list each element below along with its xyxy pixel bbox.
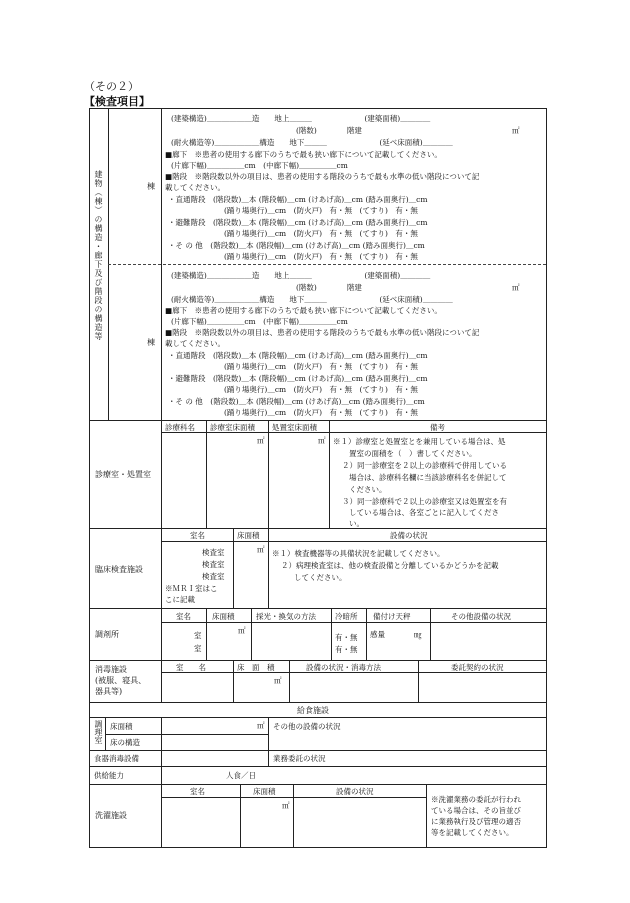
meal-other-label: その他の設備の状況: [273, 722, 341, 731]
sqm-unit: ㎡: [257, 545, 265, 554]
building-line-3: (耐火構造等)＿＿＿＿＿＿構造 地下＿＿＿ (延べ床面積)＿＿＿＿: [171, 295, 453, 304]
cook-room-label: 調理室: [94, 720, 103, 744]
stair-row-a: ・そ の 他 (階段数)＿本 (階段幅)＿cm (けあげ高)＿cm (踏み面奥行)＿cm: [168, 241, 425, 250]
dispensary-header: 採光・換気の方法: [256, 612, 316, 621]
stair-row-a: ・直通階段 (階段数)＿本 (階段幅)＿cm (けあげ高)＿cm (踏み面奥行)＿cm: [168, 195, 428, 204]
dispensary-header: 室名: [176, 612, 191, 621]
lab-note: ２）病理検査室は、他の検査設備と分離しているかどうかを記載: [281, 561, 499, 570]
page-title: 【検査項目】: [84, 95, 150, 108]
sqm-unit: ㎡: [318, 436, 326, 445]
stairs-note-2: 載してください。: [165, 183, 225, 192]
lab-room: 検査室: [202, 572, 225, 581]
lab-header: 設備の状況: [390, 531, 428, 540]
laundry-header: 室名: [190, 787, 205, 796]
stair-row-b: (踊り場奥行)＿cm (防火戸) 有・無 (てすり) 有・無: [224, 408, 418, 417]
laundry-label: 洗濯施設: [95, 811, 127, 820]
sqm-unit: ㎡: [282, 801, 290, 810]
dispensary-header: その他設備の状況: [451, 612, 511, 621]
meal-title: 給食施設: [297, 706, 329, 715]
laundry-header: 床面積: [253, 787, 276, 796]
sqm-unit: ㎡: [274, 676, 282, 685]
exam-note: 置室の面積を（ ）書してください。: [349, 449, 477, 458]
lab-header: 床面積: [237, 531, 260, 540]
exam-note: ください。: [349, 485, 387, 494]
disinfection-header: 室 名: [176, 663, 206, 672]
laundry-note: に業務執行及び管理の適否: [431, 817, 521, 826]
laundry-note: ※洗濯業務の委託が行われ: [431, 795, 521, 804]
dispensary-room: 室: [194, 631, 202, 640]
laundry-header: 設備の状況: [336, 787, 374, 796]
disinfection-label: 消毒施設: [95, 665, 127, 674]
sensitivity-label: 感量: [370, 630, 385, 639]
building-line-2: (階数) 階建: [296, 126, 362, 135]
stair-row-b: (踊り場奥行)＿cm (防火戸) 有・無 (てすり) 有・無: [224, 252, 418, 261]
dispensary-room: 室: [194, 644, 202, 653]
sqm-unit: ㎡: [512, 283, 520, 292]
stair-row-b: (踊り場奥行)＿cm (防火戸) 有・無 (てすり) 有・無: [224, 362, 418, 371]
building-section-label: 建物（棟）の構造・廊下及び階段の構造等: [94, 170, 103, 341]
dispensary-yesno: 有・無: [335, 645, 358, 654]
form-border-left: [89, 108, 90, 848]
corridor-width: (片廊下幅)＿＿＿＿＿cm (中廊下幅)＿＿＿＿＿cm: [171, 317, 348, 326]
mg-unit: ㎎: [414, 630, 422, 639]
disinfection-header: 床 面 積: [237, 663, 275, 672]
dispensary-header: 床面積: [212, 612, 235, 621]
dispensary-header: 備付け天秤: [373, 612, 411, 621]
exam-header: 処置室床面積: [272, 423, 317, 432]
dispensary-label: 調剤所: [95, 630, 119, 639]
lab-room: 検査室: [202, 548, 225, 557]
building-line-2: (階数) 階建: [296, 283, 362, 292]
sqm-unit: ㎡: [238, 626, 246, 635]
laundry-note: ている場合は、その旨並び: [431, 806, 521, 815]
stair-row-a: ・避難階段 (階段数)＿本 (階段幅)＿cm (けあげ高)＿cm (踏み面奥行)＿cm: [168, 218, 428, 227]
corridor-width: (片廊下幅)＿＿＿＿＿cm (中廊下幅)＿＿＿＿＿cm: [171, 161, 348, 170]
lab-note: してください。: [294, 573, 347, 582]
laundry-note: 等を記載してください。: [431, 828, 514, 837]
disinfection-label: 器具等): [95, 687, 123, 696]
exam-header: 診療室床面積: [210, 423, 255, 432]
stairs-note-2: 載してください。: [165, 339, 225, 348]
exam-note: ３）同一診療科で２以上の診療室又は処置室を有: [342, 497, 507, 506]
corridor-note: ■廊下 ※患者の使用する廊下のうちで最も狭い廊下について記載してください。: [165, 150, 442, 159]
exam-note: している場合は、各室ごとに記入してくださ: [349, 508, 499, 517]
disinfection-label: (被服、寝具、: [95, 676, 147, 685]
stair-row-b: (踊り場奥行)＿cm (防火戸) 有・無 (てすり) 有・無: [224, 229, 418, 238]
sqm-unit: ㎡: [512, 126, 520, 135]
stairs-note: ■階段 ※階段数以外の項目は、患者の使用する階段のうちで最も水準の低い階段について記: [165, 172, 480, 181]
sqm-unit: ㎡: [257, 721, 265, 730]
building-line-1: (建築構造)＿＿＿＿＿＿造 地上＿＿＿ (建築面積)＿＿＿＿: [171, 271, 431, 280]
dish-label: 食器消毒設備: [94, 754, 139, 763]
stair-row-a: ・直通階段 (階段数)＿本 (階段幅)＿cm (けあげ高)＿cm (踏み面奥行)＿cm: [168, 351, 428, 360]
exam-note: 場合は、診療科名欄に当該診療科名を併記して: [349, 473, 507, 482]
capacity-label: 供給能力: [94, 771, 124, 780]
perday-unit: 人食／日: [226, 771, 256, 780]
stairs-note: ■階段 ※階段数以外の項目は、患者の使用する階段のうちで最も水準の低い階段について記: [165, 328, 480, 337]
form-border-bottom: [89, 847, 547, 848]
form-border-top: [89, 108, 547, 109]
exam-header: 備考: [430, 423, 445, 432]
exam-header: 診療科名: [165, 423, 195, 432]
building-line-3: (耐火構造等)＿＿＿＿＿＿構造 地下＿＿＿ (延べ床面積)＿＿＿＿: [171, 138, 453, 147]
corridor-note: ■廊下 ※患者の使用する廊下のうちで最も狭い廊下について記載してください。: [165, 306, 442, 315]
disinfection-header: 設備の状況・消毒方法: [306, 663, 381, 672]
dispensary-header: 冷暗所: [335, 612, 358, 621]
stair-row-b: (踊り場奥行)＿cm (防火戸) 有・無 (てすり) 有・無: [224, 206, 418, 215]
lab-header: 室名: [190, 531, 205, 540]
stair-row-b: (踊り場奥行)＿cm (防火戸) 有・無 (てすり) 有・無: [224, 385, 418, 394]
form-border-right: [546, 108, 547, 848]
building-line-1: (建築構造)＿＿＿＿＿＿造 地上＿＿＿ (建築面積)＿＿＿＿: [171, 114, 431, 123]
meal-row: 床面積: [110, 722, 133, 731]
lab-label: 臨床検査施設: [95, 565, 143, 574]
disinfection-header: 委託契約の状況: [451, 663, 504, 672]
exam-note: ※１）診療室と処置室とを兼用している場合は、処: [333, 437, 506, 446]
building-unit-2: 棟: [147, 338, 155, 347]
exam-note: ２）同一診療室を２以上の診療科で併用している: [342, 461, 507, 470]
building-divider: [108, 264, 546, 265]
lab-note: ※１）検査機器等の具備状況を記載してください。: [272, 549, 445, 558]
exam-room-label: 診療室・処置室: [95, 470, 151, 479]
consign-label: 業務委託の状況: [273, 754, 326, 763]
building-unit-1: 棟: [147, 182, 155, 191]
exam-note: い。: [349, 519, 364, 528]
lab-mri-note: こに記載: [165, 595, 195, 604]
stair-row-a: ・そ の 他 (階段数)＿本 (階段幅)＿cm (けあげ高)＿cm (踏み面奥行)＿cm: [168, 397, 425, 406]
sqm-unit: ㎡: [257, 436, 265, 445]
lab-room: 検査室: [202, 560, 225, 569]
page-subtitle: （その２）: [84, 80, 139, 93]
dispensary-yesno: 有・無: [335, 633, 358, 642]
lab-mri-note: ※ＭＲＩ室はこ: [165, 584, 218, 593]
stair-row-a: ・避難階段 (階段数)＿本 (階段幅)＿cm (けあげ高)＿cm (踏み面奥行)＿cm: [168, 374, 428, 383]
meal-row: 床の構造: [110, 738, 140, 747]
